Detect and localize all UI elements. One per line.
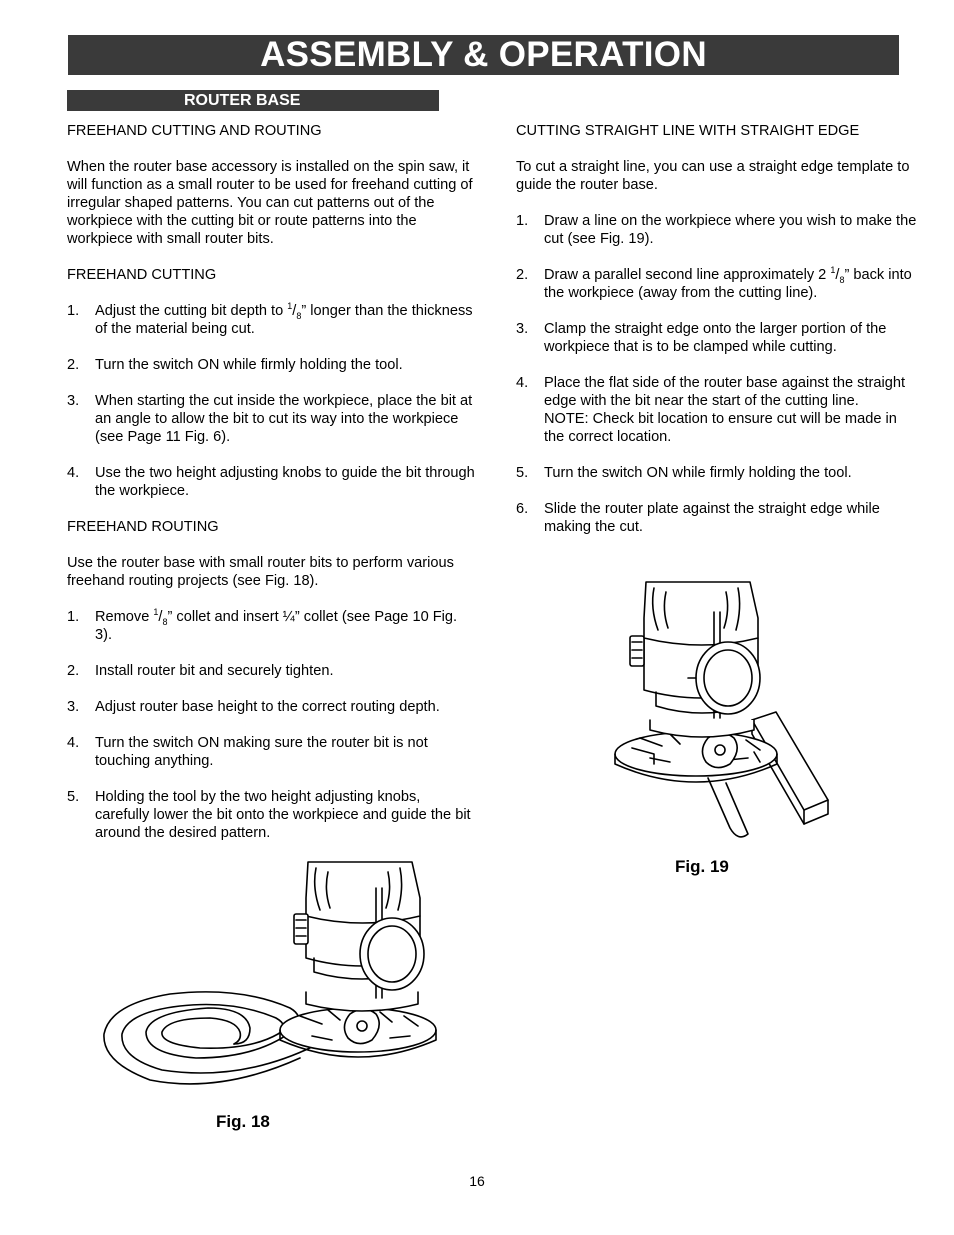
list-item: 4. Turn the switch ON making sure the router bit is not touching anything. <box>67 735 428 769</box>
section-title: ROUTER BASE <box>184 92 301 109</box>
fraction: $^1/_8$ <box>153 607 168 627</box>
freehand-routing-steps <box>67 608 477 842</box>
list-item: 2. Install router bit and securely tighten. <box>67 663 334 679</box>
page-number: 16 <box>469 1173 485 1189</box>
list-item: 4. Place the flat side of the router base against the straight edge with the bit near the start of the cutting line. NOTE: Check bit location to ensure cut will be made in the correct location. <box>516 375 906 445</box>
heading-straight-edge: CUTTING STRAIGHT LINE WITH STRAIGHT EDGE <box>516 123 860 139</box>
list-item: 1. Adjust the cutting bit depth to $^1/_8$” longer than the thickness of the material being cut. <box>67 301 473 337</box>
intro-paragraph: When the router base accessory is installed on the spin saw, it will function as a small router to be used for freehand cutting of irregular shaped patterns. You can cut patterns out of the workpiece with the cutting bit or route patterns into the workpiece with small router bits. <box>67 159 473 247</box>
list-item: 4. Use the two height adjusting knobs to guide the bit through the workpiece. <box>67 465 475 499</box>
list-item: 2. Turn the switch ON while firmly holding the tool. <box>67 357 403 373</box>
heading-freehand-cutting-routing: FREEHAND CUTTING AND ROUTING <box>67 123 322 139</box>
list-item: 1. Remove $^1/_8$” collet and insert ¼” collet (see Page 10 Fig. 3). <box>67 607 458 643</box>
list-item: 1. Draw a line on the workpiece where you wish to make the cut (see Fig. 19). <box>516 213 917 247</box>
heading-freehand-routing: FREEHAND ROUTING <box>67 519 219 535</box>
left-column <box>67 122 477 860</box>
heading-freehand-cutting: FREEHAND CUTTING <box>67 267 217 283</box>
page-title: ASSEMBLY & OPERATION <box>68 35 899 75</box>
list-item: 6. Slide the router plate against the straight edge while making the cut. <box>516 501 880 535</box>
freehand-cutting-steps <box>67 302 477 500</box>
list-item: 3. Clamp the straight edge onto the larger portion of the workpiece that is to be clamped while cutting. <box>516 321 887 355</box>
straight-intro-paragraph: To cut a straight line, you can use a straight edge template to guide the router base. <box>516 159 910 193</box>
fig-18-label: Fig. 18 <box>216 1112 270 1131</box>
router-straight-edge-illustration <box>610 578 835 846</box>
straight-edge-steps <box>516 212 921 536</box>
fraction: $^1/_8$ <box>830 265 845 285</box>
note-text: NOTE: Check bit location to ensure cut will be made in the correct location. <box>544 411 897 445</box>
right-column <box>516 122 921 554</box>
list-item: 3. When starting the cut inside the workpiece, place the bit at an angle to allow the bit to cut its way into the workpiece (see Page 11 Fig. 6). <box>67 393 473 445</box>
router-spiral-routing-illustration <box>100 858 440 1104</box>
fig-19-label: Fig. 19 <box>675 857 729 876</box>
list-item: 2. Draw a parallel second line approximately 2 $^1/_8$” back into the workpiece (away from the cutting line). <box>516 265 912 301</box>
section-header <box>67 90 439 111</box>
routing-intro-paragraph: Use the router base with small router bits to perform various freehand routing projects (see Fig. 18). <box>67 555 454 589</box>
list-item: 5. Holding the tool by the two height adjusting knobs, carefully lower the bit onto the workpiece and guide the bit around the desired pattern. <box>67 789 471 841</box>
fraction: $^1/_8$ <box>287 301 302 321</box>
list-item: 3. Adjust router base height to the correct routing depth. <box>67 699 440 715</box>
list-item: 5. Turn the switch ON while firmly holding the tool. <box>516 465 852 481</box>
